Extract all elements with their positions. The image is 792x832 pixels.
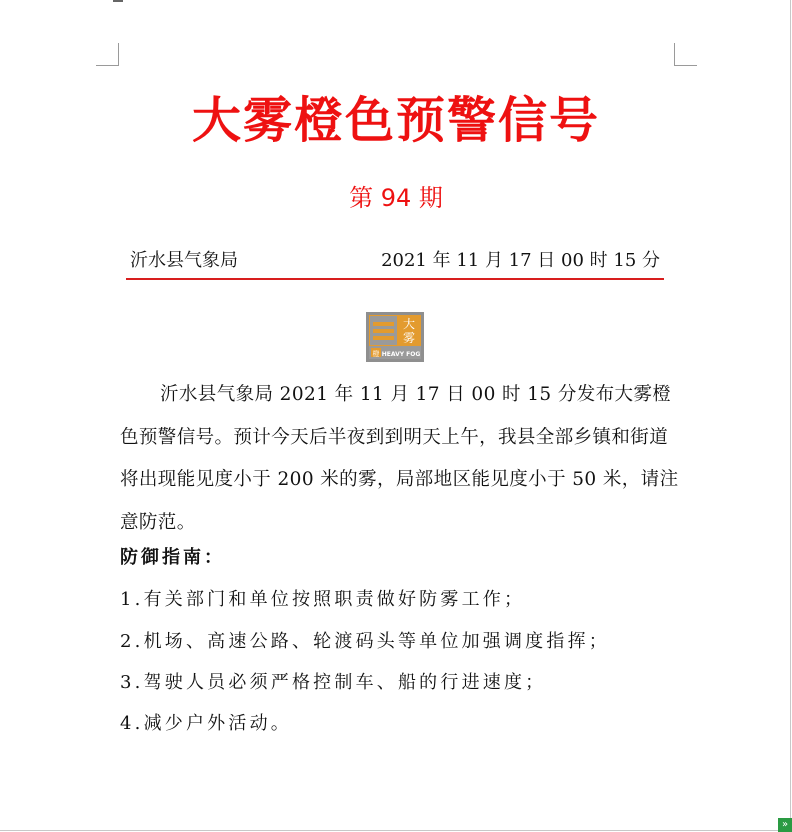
guideline-item: 3.驾驶人员必须严格控制车、船的行进速度； [120,672,547,693]
issue-number: 第 94 期 [349,184,443,212]
issue-datetime: 2021 年 11 月 17 日 00 时 15 分 [381,250,660,271]
margin-corner-mark [96,43,119,66]
fog-icon-color-text: 橙 [372,350,380,358]
heavy-fog-icon [366,312,424,362]
issuer-name: 沂水县气象局 [130,250,238,271]
expand-icon[interactable]: » [778,818,792,832]
red-divider-line [126,278,664,280]
document-title: 大雾橙色预警信号 [191,92,600,149]
guideline-item: 2.机场、高速公路、轮渡码头等单位加强调度指挥； [120,631,610,652]
warning-body-text: 沂水县气象局 2021 年 11 月 17 日 00 时 15 分发布大雾橙色预警信号。预计今天后半夜到到明天上午，我县全部乡镇和街道将出现能见度小于 200 米的雾，局部地区能见度小于 50 米，请注意防范。 [120,384,679,533]
fog-icon-en-text: HEAVY FOG [381,351,421,358]
guidelines-title: 防御指南： [120,547,225,568]
ruler-tick [113,0,123,2]
guideline-item: 4.减少户外活动。 [120,713,292,734]
guideline-item: 1.有关部门和单位按照职责做好防雾工作； [120,589,526,610]
fog-icon-cn-text: 雾 [402,331,416,345]
fog-icon-cn-text: 大 [402,317,416,331]
margin-corner-mark [674,43,697,66]
